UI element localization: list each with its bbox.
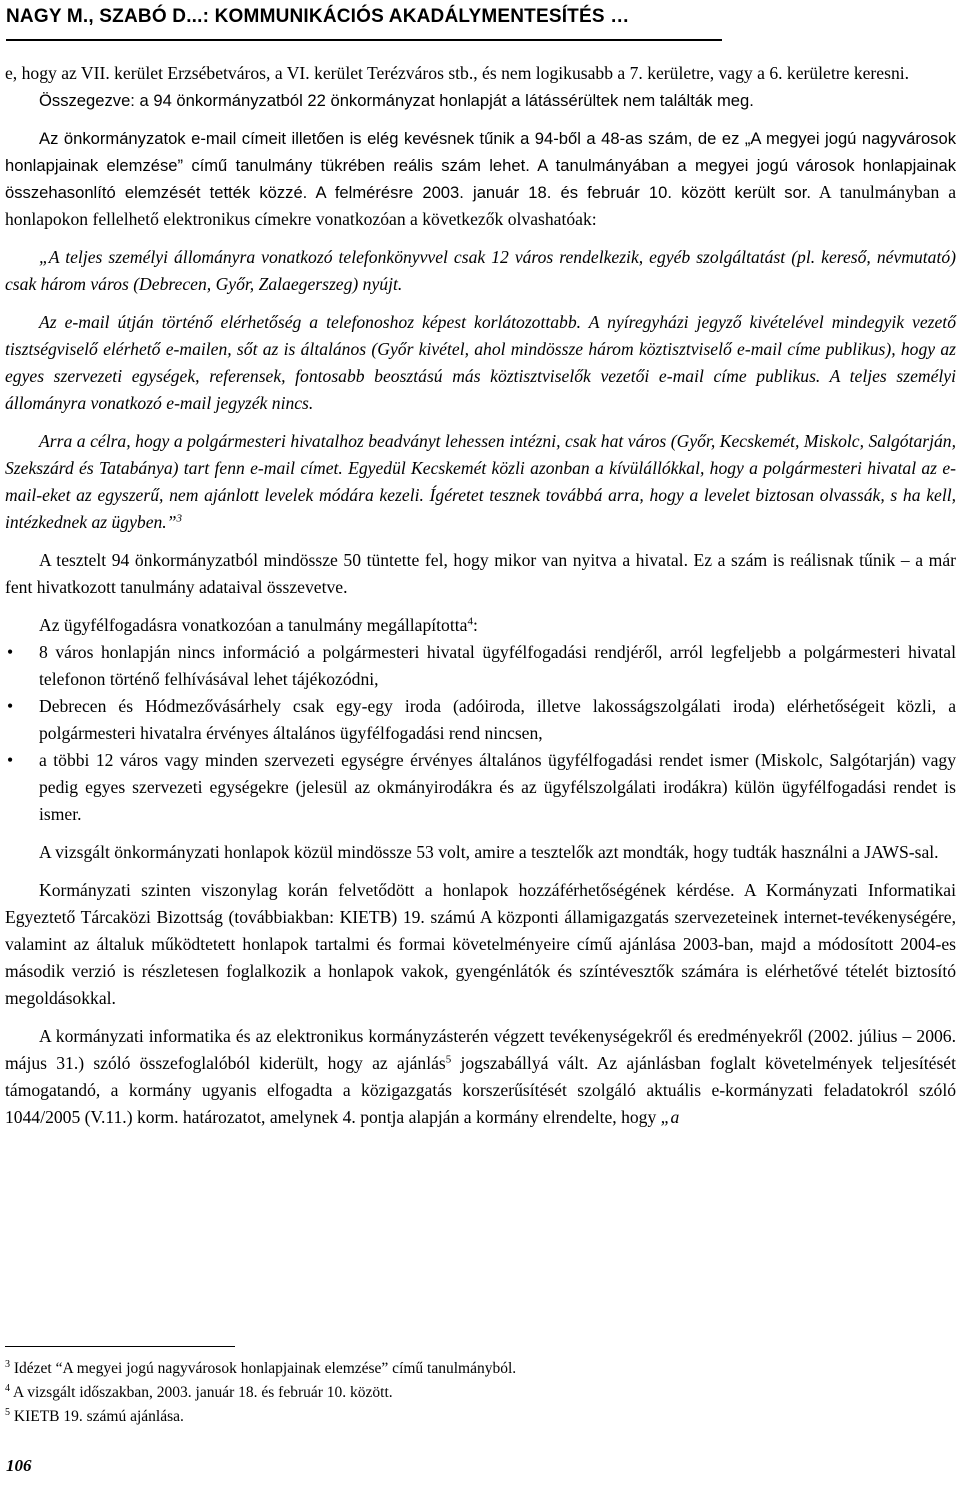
colon: : [472, 615, 478, 635]
paragraph-email-addresses [5, 125, 956, 233]
header-rule [6, 39, 722, 41]
paragraph-client-reception-text: Az ügyfélfogadásra vonatkozóan a tanulmány megállapította [39, 615, 468, 635]
footnote-ref-3: 3 [176, 512, 182, 525]
footnote-number: 4 [5, 1383, 10, 1394]
paragraph-government-informatics [5, 1023, 956, 1131]
list-item-text: a többi 12 város vagy minden szervezeti egységre érvényes általános ügyfélfogadási rendet ismer (Miskolc, Salgótarján) vagy pedig egyes szervezeti egységekre (jelesül az okmányirodákra és az ügyfélszolgálati irodákra) külön ügyfélfogadási rendet is ismer. [39, 750, 956, 824]
paragraph-continuation: e, hogy az VII. kerület Erzsébetváros, a VI. kerület Terézváros stb., és nem logikusabb a 7. kerületre, vagy a 6. kerületre keresni. [5, 63, 910, 83]
running-header: NAGY M., SZABÓ D...: KOMMUNIKÁCIÓS AKADÁLYMENTESÍTÉS … [6, 6, 630, 27]
paragraph-summary: Összegezve: a 94 önkormányzatból 22 önkormányzat honlapját a látássérültek nem találták meg. [39, 91, 754, 110]
reception-bullet-list [5, 639, 956, 828]
footnote-ref-5: 5 [445, 1053, 452, 1066]
bullet-icon: • [7, 696, 14, 716]
quote-phonebook: „A teljes személyi állományra vonatkozó telefonkönyvvel csak 12 város rendelkezik, egyéb szolgáltatást (pl. kereső, névmutató) csak három város (Debrecen, Győr, Zalaegerszeg) nyújt. [5, 247, 956, 294]
list-item-text: 8 város honlapján nincs információ a polgármesteri hivatal ügyfélfogadási rendjéről, arról legfeljebb a polgármesteri hivatal telefonon történő felhívásával lehet tájékozódni, [39, 642, 956, 689]
footnote-5 [5, 1405, 905, 1429]
paragraph-government-informatics-part1: A kormányzati informatika és az elektronikus kormányzásterén végzett tevékenységekről és eredményekről (2002. július – 2006. május 31.) szóló összefoglalóból kiderült, hogy az ajánlás [5, 1026, 956, 1073]
bullet-icon: • [7, 642, 14, 662]
footnote-4 [5, 1381, 905, 1405]
list-item-text: Debrecen és Hódmezővásárhely csak egy-egy iroda (adóiroda, illetve lakosságszolgálati iroda) elérhetőségeit közli, a polgármesteri hivatalra érvényes általános ügyfélfogadási rend nincsen, [39, 696, 956, 743]
list-item [5, 747, 956, 828]
paragraph-kietb: Kormányzati szinten viszonylag korán felvetődött a honlapok hozzáférhetőségének kérdése. A Kormányzati Informatikai Egyeztető Tárcaközi Bizottság (továbbiakban: KIETB) 19. számú A központi államigazgatás szervezeteinek internet-tevékenységére, valamint az általuk működtetett honlapok tartalmi és formai követelményeire című ajánlása 2003-ban, majd a módosított 2004-es második verzió is részletesen foglalkozik a honlapok vakok, gyengénlátók és színtévesztők számára is elérhetővé tételét biztosító megoldásokkal. [5, 880, 956, 1008]
body-text [5, 60, 956, 1131]
footnote-number: 5 [5, 1407, 10, 1418]
page-number: 106 [6, 1456, 32, 1475]
paragraph-opening-hours: A tesztelt 94 önkormányzatból mindössze 50 tüntette fel, hogy mikor van nyitva a hivatal. Ez a szám is reálisnak tűnik – a már fent hivatkozott tanulmány adataival összevetve. [5, 550, 956, 597]
list-item [5, 693, 956, 747]
quote-email-access: Az e-mail útján történő elérhetőség a telefonoshoz képest korlátozottabb. A nyíregyházi jegyző kivételével mindegyik vezető tisztségviselő elérhető e-mailen, sőt az is általános (Győr kivétel, ahol mindössze három köztisztviselő e-mail címe publikus), hogy az egyes szervezeti egységek, referensek, fontosabb beosztású más köztisztviselők vezetői e-mail címe publikus. A teljes személyi állományra vonatkozó e-mail jegyzék nincs. [5, 312, 956, 413]
footnote-text: A vizsgált időszakban, 2003. január 18. és február 10. között. [10, 1384, 393, 1401]
list-item [5, 639, 956, 693]
quote-submission-text: Arra a célra, hogy a polgármesteri hivatalhoz beadványt lehessen intézni, csak hat város (Győr, Kecskemét, Miskolc, Salgótarján, Szekszárd és Tatabánya) tart fenn e-mail címet. Egyedül Kecskemét közli azonban a kívülállókkal, hogy a polgármesteri hivatal az e-mail-eket az egyszerű, nem ajánlott levelek módára kezeli. Ígéretet tesznek továbbá arra, hogy a levelet biztosan olvassák, s ha kell, intézkednek az ügyben.” [5, 431, 956, 532]
paragraph-email-addresses-part1: Az önkormányzatok e-mail címeit illetően is elég kevésnek tűnik a 94-ből a 48-as szám, de ez „A megyei jogú nagyvárosok honlapjainak elemzése” című tanulmány tükrében reális szám lehet. A tanulmányában a megyei jogú városok honlapjainak összehasonlító elemzését tették közzé. A felmérésre 2003. január 18. és február 10. között került sor. [5, 129, 956, 202]
paragraph-email-addresses-part2: A tanulmányban a honlapokon fellelhető elektronikus címekre vonatkozóan a következők olvashatóak: [5, 182, 957, 229]
paragraph-government-informatics-part2: jogszabállyá vált. Az ajánlásban foglalt követelmények teljesítését támogatandó, a kormány ugyanis elfogadta a közigazgatás korszerűsítését szolgáló aktuális e-kormányzati feladatokról szóló 1044/2005 (V.11.) korm. határozatot, amelynek 4. pontja alapján a kormány elrendelte, hogy [5, 1053, 956, 1127]
footnote-number: 3 [5, 1359, 10, 1370]
paragraph-government-informatics-quote-start: „a [660, 1107, 680, 1127]
footnote-3 [5, 1357, 905, 1381]
footnote-ref-4: 4 [467, 615, 473, 628]
footnotes [5, 1357, 905, 1429]
footnote-text: KIETB 19. számú ajánlása. [10, 1408, 184, 1425]
footnote-text: Idézet “A megyei jogú nagyvárosok honlapjainak elemzése” című tanulmányból. [10, 1360, 517, 1377]
paragraph-jaws: A vizsgált önkormányzati honlapok közül mindössze 53 volt, amire a tesztelők azt mondták, hogy tudták használni a JAWS-sal. [39, 842, 939, 862]
bullet-icon: • [7, 750, 14, 770]
footnote-rule [5, 1346, 235, 1347]
quote-submission [5, 428, 956, 536]
paragraph-client-reception [5, 612, 956, 639]
